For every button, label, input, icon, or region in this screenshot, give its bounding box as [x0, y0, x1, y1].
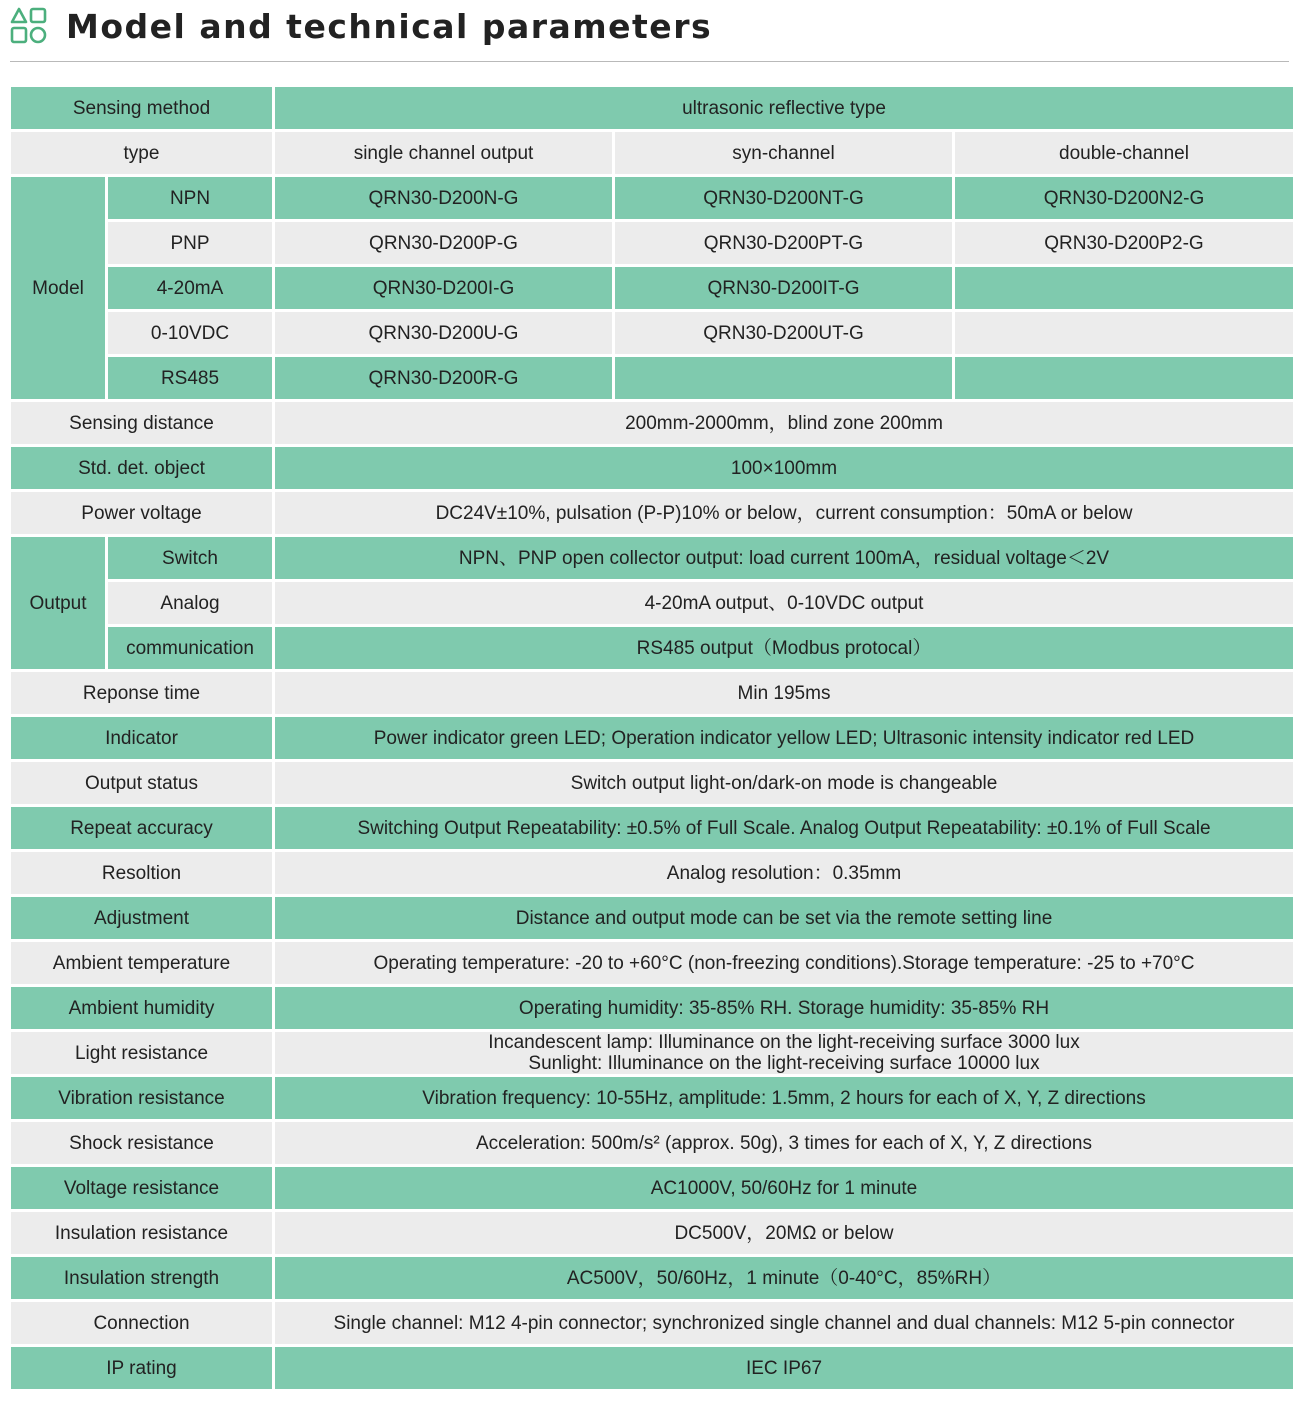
row-value: Switching Output Repeatability: ±0.5% of Full Scale. Analog Output Repeatability: ±0.1% of Full Scale: [275, 807, 1293, 849]
row-value: 100×100mm: [275, 447, 1293, 489]
model-sub-label: 4-20mA: [108, 267, 272, 309]
row-value: Analog resolution：0.35mm: [275, 852, 1293, 894]
row-label: IP rating: [11, 1347, 272, 1389]
row-repeat-accuracy: [11, 807, 1293, 849]
row-value: NPN、PNP open collector output: load current 100mA，residual voltage＜2V: [275, 537, 1293, 579]
row-ambient-humidity: [11, 987, 1293, 1029]
model-cell: QRN30-D200IT-G: [615, 267, 952, 309]
light-resistance-line: Sunlight: Illuminance on the light-receiving surface 10000 lux: [528, 1053, 1040, 1074]
model-cell: [955, 267, 1293, 309]
page-header: [10, 4, 712, 48]
row-ip-rating: [11, 1347, 1293, 1389]
row-label: Power voltage: [11, 492, 272, 534]
row-insulation-strength: [11, 1257, 1293, 1299]
output-sub-label: Analog: [108, 582, 272, 624]
row-value: [275, 1032, 1293, 1074]
row-label: Connection: [11, 1302, 272, 1344]
row-label: Voltage resistance: [11, 1167, 272, 1209]
row-value: Vibration frequency: 10-55Hz, amplitude: 1.5mm, 2 hours for each of X, Y, Z directions: [275, 1077, 1293, 1119]
type-column-header: double-channel: [955, 132, 1293, 174]
model-cell: [955, 312, 1293, 354]
row-power-voltage: [11, 492, 1293, 534]
row-label: Insulation strength: [11, 1257, 272, 1299]
row-value: 4-20mA output、0-10VDC output: [275, 582, 1293, 624]
row-label: Ambient temperature: [11, 942, 272, 984]
model-cell: QRN30-D200R-G: [275, 357, 612, 399]
row-label: Vibration resistance: [11, 1077, 272, 1119]
row-model-npn: [11, 177, 1293, 219]
row-type: [11, 132, 1293, 174]
model-cell: QRN30-D200UT-G: [615, 312, 952, 354]
output-sub-label: Switch: [108, 537, 272, 579]
row-output-switch: [11, 537, 1293, 579]
output-sub-label: communication: [108, 627, 272, 669]
row-label: Adjustment: [11, 897, 272, 939]
row-vibration-resistance: [11, 1077, 1293, 1119]
model-sub-label: NPN: [108, 177, 272, 219]
row-voltage-resistance: [11, 1167, 1293, 1209]
row-output-communication: [11, 627, 1293, 669]
row-light-resistance: [11, 1032, 1293, 1074]
row-model-4-20ma: [11, 267, 1293, 309]
row-label: Ambient humidity: [11, 987, 272, 1029]
row-sensing-distance: [11, 402, 1293, 444]
row-value: Power indicator green LED; Operation indicator yellow LED; Ultrasonic intensity indicator red LED: [275, 717, 1293, 759]
row-value: 200mm-2000mm，blind zone 200mm: [275, 402, 1293, 444]
row-insulation-resistance: [11, 1212, 1293, 1254]
type-column-header: single channel output: [275, 132, 612, 174]
row-value: Min 195ms: [275, 672, 1293, 714]
row-model-pnp: [11, 222, 1293, 264]
model-cell: [955, 357, 1293, 399]
model-cell: QRN30-D200P2-G: [955, 222, 1293, 264]
row-value: AC1000V, 50/60Hz for 1 minute: [275, 1167, 1293, 1209]
row-label: Reponse time: [11, 672, 272, 714]
model-sub-label: PNP: [108, 222, 272, 264]
shapes-icon: [10, 7, 48, 45]
model-group-label: Model: [11, 177, 105, 399]
row-connection: [11, 1302, 1293, 1344]
row-value: IEC IP67: [275, 1347, 1293, 1389]
row-value: Operating temperature: -20 to +60°C (non-freezing conditions).Storage temperature: -25 to +70°C: [275, 942, 1293, 984]
title-divider: [10, 61, 1289, 62]
row-label: Output status: [11, 762, 272, 804]
model-cell: QRN30-D200PT-G: [615, 222, 952, 264]
row-label: Sensing distance: [11, 402, 272, 444]
row-response-time: [11, 672, 1293, 714]
row-indicator: [11, 717, 1293, 759]
row-label: Resoltion: [11, 852, 272, 894]
row-ambient-temperature: [11, 942, 1293, 984]
row-value: ultrasonic reflective type: [275, 87, 1293, 129]
row-value: DC24V±10%, pulsation (P-P)10% or below，current consumption：50mA or below: [275, 492, 1293, 534]
model-cell: QRN30-D200N-G: [275, 177, 612, 219]
row-label: Repeat accuracy: [11, 807, 272, 849]
row-label: Sensing method: [11, 87, 272, 129]
row-label: Std. det. object: [11, 447, 272, 489]
light-resistance-line: Incandescent lamp: Illuminance on the light-receiving surface 3000 lux: [488, 1032, 1080, 1053]
row-label: Indicator: [11, 717, 272, 759]
row-model-rs485: [11, 357, 1293, 399]
model-cell: QRN30-D200NT-G: [615, 177, 952, 219]
type-column-header: syn-channel: [615, 132, 952, 174]
row-value: Operating humidity: 35-85% RH. Storage humidity: 35-85% RH: [275, 987, 1293, 1029]
model-cell: QRN30-D200U-G: [275, 312, 612, 354]
row-value: Single channel: M12 4-pin connector; synchronized single channel and dual channels: M12 5-pin connector: [275, 1302, 1293, 1344]
row-adjustment: [11, 897, 1293, 939]
row-value: RS485 output（Modbus protocal）: [275, 627, 1293, 669]
model-cell: [615, 357, 952, 399]
model-cell: QRN30-D200N2-G: [955, 177, 1293, 219]
row-output-status: [11, 762, 1293, 804]
row-label: Light resistance: [11, 1032, 272, 1074]
row-std-det-object: [11, 447, 1293, 489]
row-resolution: [11, 852, 1293, 894]
row-value: Acceleration: 500m/s² (approx. 50g), 3 times for each of X, Y, Z directions: [275, 1122, 1293, 1164]
row-value: DC500V，20MΩ or below: [275, 1212, 1293, 1254]
row-label: type: [11, 132, 272, 174]
model-cell: QRN30-D200P-G: [275, 222, 612, 264]
spec-table: [8, 84, 1296, 1392]
page-title: Model and technical parameters: [66, 6, 713, 46]
row-model-0-10vdc: [11, 312, 1293, 354]
model-sub-label: 0-10VDC: [108, 312, 272, 354]
model-sub-label: RS485: [108, 357, 272, 399]
row-label: Shock resistance: [11, 1122, 272, 1164]
row-sensing-method: [11, 87, 1293, 129]
row-value: Switch output light-on/dark-on mode is changeable: [275, 762, 1293, 804]
row-value: AC500V，50/60Hz，1 minute（0-40°C，85%RH）: [275, 1257, 1293, 1299]
model-cell: QRN30-D200I-G: [275, 267, 612, 309]
row-label: Insulation resistance: [11, 1212, 272, 1254]
output-group-label: Output: [11, 537, 105, 669]
row-shock-resistance: [11, 1122, 1293, 1164]
row-output-analog: [11, 582, 1293, 624]
row-value: Distance and output mode can be set via the remote setting line: [275, 897, 1293, 939]
